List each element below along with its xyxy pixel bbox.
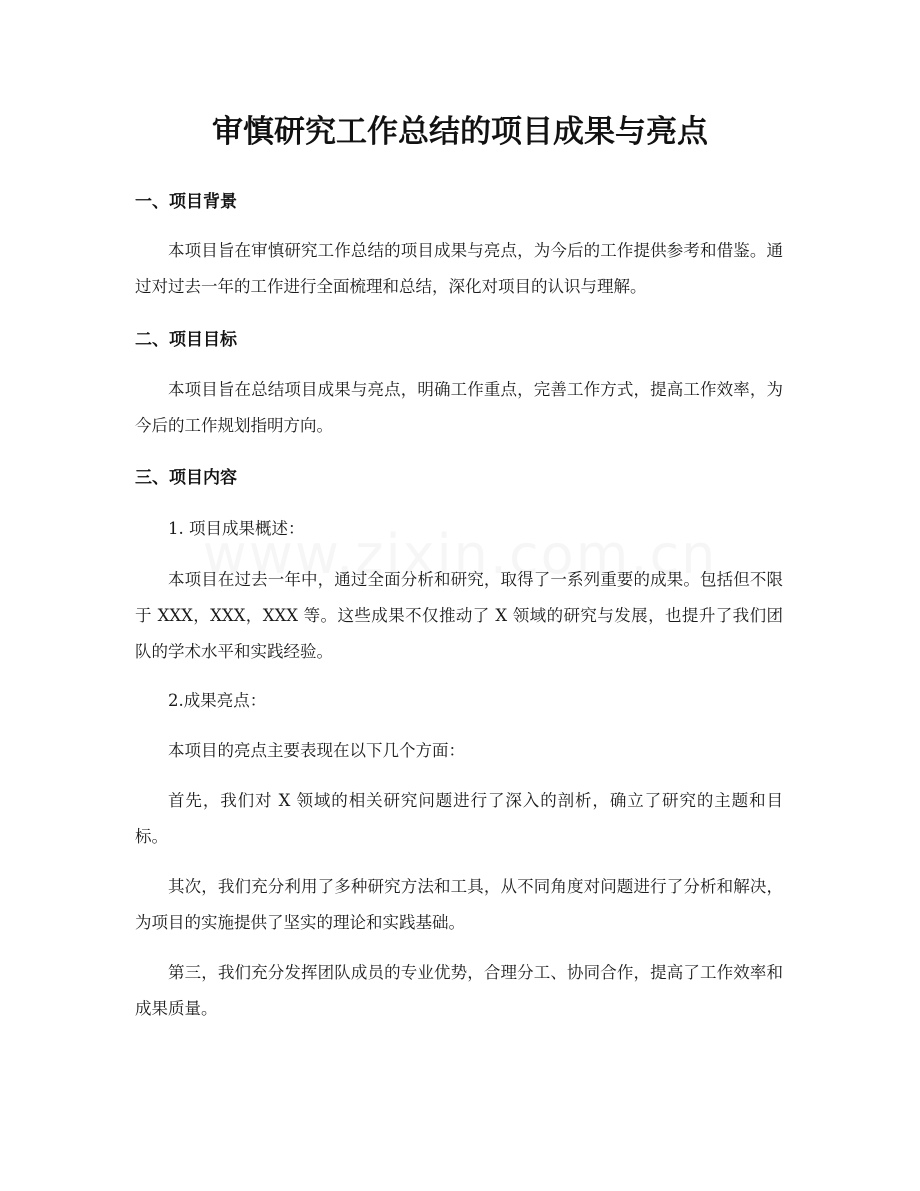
- subheading-results-overview: 1. 项目成果概述：: [168, 519, 305, 538]
- subheading-highlights: 2.成果亮点：: [168, 691, 267, 710]
- section-heading-goals: 二、项目目标: [135, 330, 237, 350]
- paragraph-highlights-intro: 本项目的亮点主要表现在以下几个方面：: [168, 741, 465, 760]
- paragraph-highlight-first: 首先，我们对 X 领域的相关研究问题进行了深入的剖析，确立了研究的主题和目标。: [135, 791, 783, 846]
- section-heading-content: 三、项目内容: [135, 468, 237, 488]
- document-title: 审慎研究工作总结的项目成果与亮点: [212, 114, 708, 150]
- paragraph-goals: 本项目旨在总结项目成果与亮点，明确工作重点，完善工作方式，提高工作效率，为今后的工作规划指明方向。: [135, 380, 783, 435]
- paragraph-background: 本项目旨在审慎研究工作总结的项目成果与亮点，为今后的工作提供参考和借鉴。通过对过去一年的工作进行全面梳理和总结，深化对项目的认识与理解。: [135, 241, 783, 296]
- section-heading-background: 一、项目背景: [135, 192, 237, 212]
- paragraph-results-overview: 本项目在过去一年中，通过全面分析和研究，取得了一系列重要的成果。包括但不限于 XXX，XXX，XXX 等。这些成果不仅推动了 X 领域的研究与发展，也提升了我们团队的学术水平和实践经验。: [135, 570, 783, 661]
- paragraph-highlight-second: 其次，我们充分利用了多种研究方法和工具，从不同角度对问题进行了分析和解决，为项目的实施提供了坚实的理论和实践基础。: [135, 877, 783, 932]
- paragraph-highlight-third: 第三，我们充分发挥团队成员的专业优势，合理分工、协同合作，提高了工作效率和成果质量。: [135, 963, 783, 1018]
